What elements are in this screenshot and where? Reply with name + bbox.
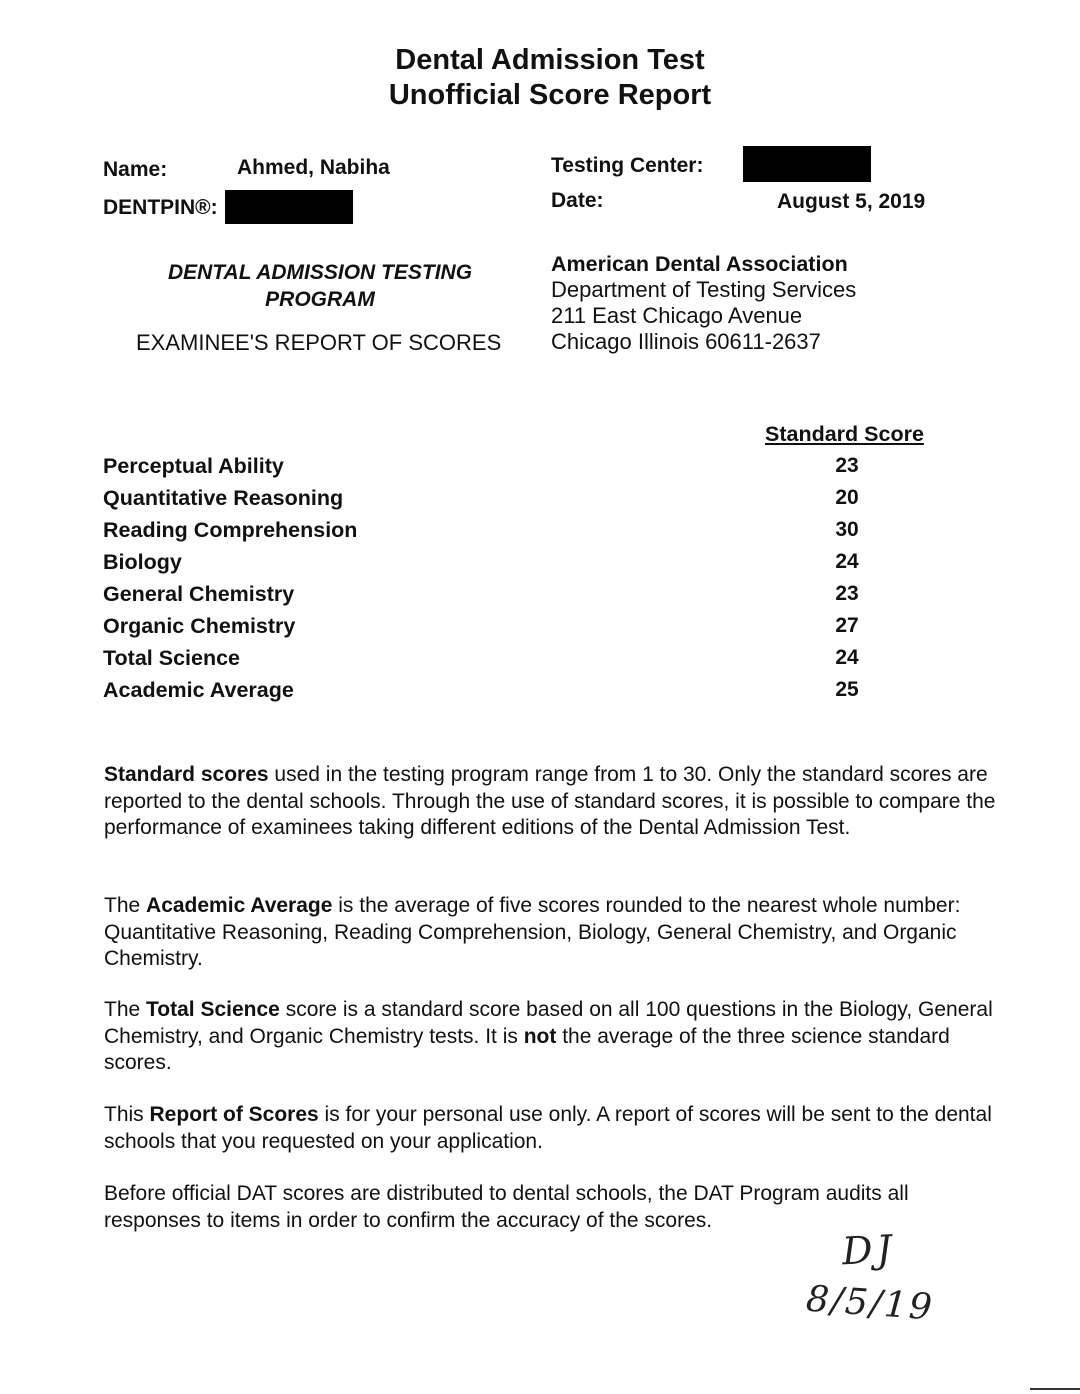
testing-center-label: Testing Center: xyxy=(551,154,704,177)
note-report-of-scores-pre: This xyxy=(104,1103,150,1126)
program-title xyxy=(130,259,510,313)
score-name: General Chemistry xyxy=(103,582,295,606)
note-audit: Before official DAT scores are distributed to dental schools, the DAT Program audits all responses to items in order to confirm the accuracy of the scores. xyxy=(104,1182,909,1232)
score-name: Biology xyxy=(103,550,182,574)
score-name: Quantitative Reasoning xyxy=(103,486,344,510)
report-title-line1: Dental Admission Test xyxy=(395,44,705,76)
report-title-line2: Unofficial Score Report xyxy=(388,79,712,111)
dentpin-label xyxy=(103,196,218,220)
address-dept: Department of Testing Services xyxy=(551,277,857,302)
note-academic-average-pre: The xyxy=(104,894,147,917)
standard-score-header: Standard Score xyxy=(765,422,924,446)
name-label: Name: xyxy=(103,158,168,181)
program-title-line1: DENTAL ADMISSION TESTING xyxy=(167,261,473,284)
note-total-science-mid: score is a standard score based on all 100 questions in the Biology, General Chemistry, and Organic Chemistry tests. It is xyxy=(104,998,993,1048)
address-city: Chicago Illinois 60611-2637 xyxy=(551,329,821,354)
note-total-science-bold: Total Science xyxy=(146,998,280,1021)
note-report-of-scores xyxy=(104,1102,1004,1155)
name-value: Ahmed, Nabiha xyxy=(237,156,390,179)
note-standard-scores-text: used in the testing program range from 1 to 30. Only the standard scores are reported to the dental schools. Through the use of standard scores, it is possible to compare the performance of examinees taking different editions of the Dental Admission Test. xyxy=(104,763,996,839)
note-academic-average xyxy=(104,893,1004,973)
score-value: 24 xyxy=(835,550,859,573)
score-name: Academic Average xyxy=(103,678,294,702)
score-name: Reading Comprehension xyxy=(103,518,358,542)
note-standard-scores-bold: Standard scores xyxy=(104,763,269,786)
score-row xyxy=(103,486,903,516)
dentpin-label-text: DENTPIN®: xyxy=(103,196,218,219)
score-row xyxy=(103,518,903,548)
report-of-scores-title: EXAMINEE'S REPORT OF SCORES xyxy=(136,330,502,355)
dentpin-redaction xyxy=(225,190,353,224)
score-name: Organic Chemistry xyxy=(103,614,296,638)
note-report-of-scores-bold: Report of Scores xyxy=(149,1103,319,1126)
score-value: 23 xyxy=(835,582,859,605)
score-value: 20 xyxy=(835,486,859,509)
note-academic-average-text: is the average of five scores rounded to the nearest whole number: Quantitative Reasoning, Reading Comprehension, Biology, General Chemistry, and Organic Chemistry. xyxy=(104,894,961,970)
note-total-science xyxy=(104,997,1004,1077)
address-street: 211 East Chicago Avenue xyxy=(551,303,803,328)
note-standard-scores xyxy=(104,762,1004,842)
scan-edge-line xyxy=(1030,1388,1080,1390)
score-name: Perceptual Ability xyxy=(103,454,284,478)
score-row xyxy=(103,550,903,580)
testing-center-redaction xyxy=(743,146,871,182)
note-total-science-text: the average of the three science standard scores. xyxy=(104,1024,950,1074)
address-org: American Dental Association xyxy=(551,252,848,276)
score-name: Total Science xyxy=(103,646,241,670)
score-row xyxy=(103,614,903,644)
score-row xyxy=(103,646,903,676)
handwritten-initials: DJ xyxy=(840,1226,897,1274)
handwritten-date: 8/5/19 xyxy=(804,1278,936,1329)
program-title-line2: PROGRAM xyxy=(265,288,375,311)
score-row xyxy=(103,454,903,484)
date-label: Date: xyxy=(551,189,604,212)
score-value: 24 xyxy=(835,646,859,669)
score-row xyxy=(103,582,903,612)
score-value: 23 xyxy=(835,454,859,477)
note-total-science-pre: The xyxy=(104,998,147,1021)
score-row xyxy=(103,678,903,708)
note-report-of-scores-text: is for your personal use only. A report of scores will be sent to the dental schools that you requested on your application. xyxy=(104,1103,992,1153)
score-value: 30 xyxy=(835,518,859,541)
ada-address xyxy=(551,251,856,355)
date-value: August 5, 2019 xyxy=(777,190,926,213)
score-value: 27 xyxy=(835,614,859,637)
note-total-science-not: not xyxy=(523,1024,557,1048)
score-value: 25 xyxy=(835,678,859,701)
note-academic-average-bold: Academic Average xyxy=(146,894,333,917)
